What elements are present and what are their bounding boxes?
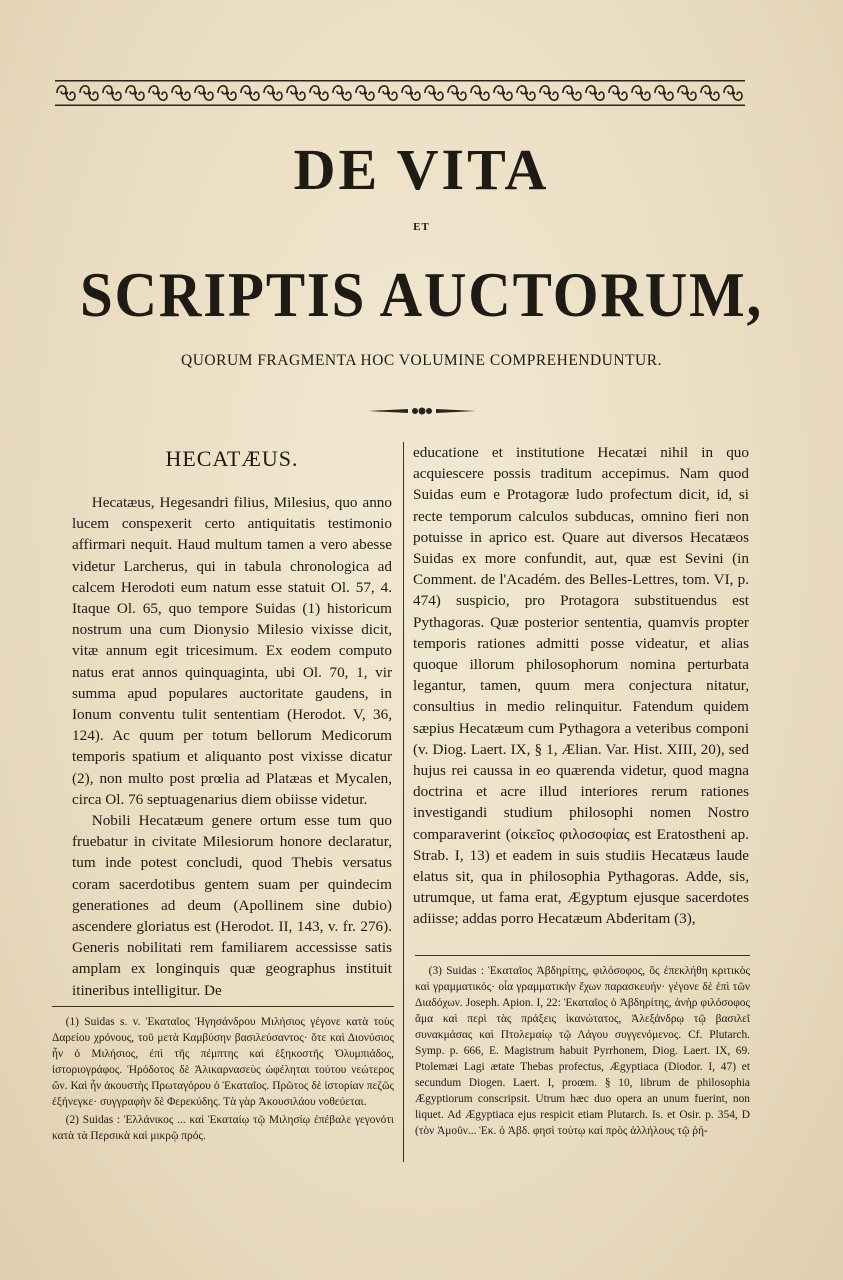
ornament-dot	[663, 91, 666, 94]
ornament-dot	[410, 91, 413, 94]
footnote-rule-right	[415, 955, 750, 956]
ornament-dot	[318, 91, 321, 94]
ornament-dot	[295, 91, 298, 94]
ornament-dot	[571, 91, 574, 94]
ornament-dot	[341, 91, 344, 94]
footnote-1: (1) Suidas s. v. Ἑκαταῖος Ἡγησάνδρου Μιλήσιος γέγονε κατὰ τοὺς Δαρείου χρόνους, τοῦ μετὰ Καμβύσην βασιλεύσαντος· ὅτε καὶ Διονύσιος ἦν ὁ Μιλήσιος, ἐπὶ τῆς πέμπτης καὶ ἑξηκοστῆς Ὀλυμπιάδος, ἱστοριογράφος. Ἡρόδοτος δὲ Ἁλικαρνασεὺς ὠφέληται τούτου νεώτερος ὤν. Καὶ ἦν ἀκουστὴς Πρωταγόρου ὁ Ἑκαταῖος. Πρῶτος δὲ ἱστορίαν πεζῶς ἐξήνεγκε· συγγραφὴν δὲ Φερεκύδης. Τὰ γὰρ Ἀκουσιλάου νοθεύεται.	[52, 1016, 394, 1108]
ornament-dot	[364, 91, 367, 94]
ornament-dot	[203, 91, 206, 94]
ornament-dot	[548, 91, 551, 94]
ornament-dot	[157, 91, 160, 94]
left-paragraph-1: Hecatæus, Hegesandri filius, Milesius, quo anno lucem conspexerit certo antiquitatis testimonio affirmari nequit. Haud multum tamen a vero abesse videtur Larcherus, qui in tabula chronologica ad calcem Herodoti eum natum esse statuit Ol. 57, 4. Itaque Ol. 65, quo tempore Suidas (1) historicum nostrum una cum Dionysio Milesio vixisse dicit, vitæ annum egit tricesimum. Ex eodem computo natus erat annos quinquaginta, ubi Ol. 70, 1, vir summa apud populares auctoritate gaudens, in Ionum conventu tulit sententiam (Herodot. V, 36, 124). Ac quum per totum bellorum Medicorum temporis spatium et aliquanto post vixisse dicatur (2), non multo post prœlia ad Platæas et Mycalen, circa Ol. 76 septuagenarius diem obiisse videtur.	[72, 494, 392, 808]
ornament-dot	[502, 91, 505, 94]
ornament-dot	[732, 91, 735, 94]
ornament-dot	[226, 91, 229, 94]
page-title-line2: SCRIPTIS AUCTORUM,	[79, 259, 764, 330]
footnote-rule-left	[52, 1006, 394, 1007]
right-text-column	[413, 442, 749, 930]
ornament-dot	[433, 91, 436, 94]
ornament-dot	[617, 91, 620, 94]
ornament-dot	[65, 91, 68, 94]
ornament-dot	[594, 91, 597, 94]
ornament-dot	[249, 91, 252, 94]
ornament-dot	[272, 91, 275, 94]
decorative-scroll-band	[55, 78, 745, 108]
title-conjunction: ET	[413, 221, 430, 233]
ornament-dot	[525, 91, 528, 94]
footnote-3: (3) Suidas : Ἑκαταῖος Ἀβδηρίτης, φιλόσοφος, ὃς ἐπεκλήθη κριτικὸς καὶ γραμματικός· οἷα γραμματικὴν ἔχων παρασκευήν· γέγονε δὲ ἐπὶ τῶν Διαδόχων. Joseph. Apion. I, 22: Ἑκαταῖος ὁ Ἀβδηρίτης, ἀνὴρ φιλόσοφος ἅμα καὶ περὶ τὰς πράξεις ἱκανώτατος, Ἀλεξάνδρῳ τῷ βασιλεῖ συνακμάσας καὶ Πτολεμαίῳ τῷ Λάγου συγγενόμενος. Cf. Plutarch. Symp. p. 666, E. Magistrum habuit Pyrrhonem, Diog. Laert. IX, 69. Ptolemæi Lagi ætate Thebas profectus, Ægyptiaca (Diodor. I, 47) et secundum Diogen. Laert. I, proœm. § 10, librum de philosophia Ægyptiorum conscripsit. Utrum hæc duo opera an unum fuerint, non liquet. Ad Ægyptiaca ejus respicit etiam Plutarch. Is. et Osir. p. 354, D (τὸν Ἀμοῦν... Ἑκ. ὁ Ἀβδ. φησὶ τούτῳ καὶ πρὸς ἀλλήλους τῷ ῥή-	[415, 965, 750, 1137]
page-subtitle: QUORUM FRAGMENTA HOC VOLUMINE COMPREHENDUNTUR.	[181, 352, 662, 369]
ornament-dot	[709, 91, 712, 94]
ornament-dot	[111, 91, 114, 94]
ornament-dot	[180, 91, 183, 94]
footnotes-left	[52, 1014, 394, 1146]
section-heading: HECATÆUS.	[165, 446, 299, 471]
left-paragraph-2: Nobili Hecatæum genere ortum esse tum quo fruebatur in civitate Milesiorum honore declaratur, tum inde potest concludi, quod Thebis versatus coram sacerdotibus gentem suam per quindecim generationes ad deum (Apollinem sine dubio) ascendere gloriatus est (Herodot. II, 143, v. fr. 276). Generis nobilitati rem familiarem accessisse satis amplam ex longinquis quæ geographus instituit itineribus intelligitur. De	[72, 812, 392, 999]
ornament-dot	[456, 91, 459, 94]
footnotes-right	[415, 963, 750, 1141]
left-text-column	[72, 492, 392, 1001]
right-paragraph-1: educatione et institutione Hecatæi nihil in quo acquiescere possis traditum accepimus. Nam quod Suidas eum e Protagoræ ludo profectum dicit, id, si recte temporum calculos subducas, omnino fieri non potuisse in aprico est. Quare aut diversos Hecatæos Suidas ex more confundit, aut, quæ est Sevini (in Comment. de l'Académ. des Belles-Lettres, tom. VI, p. 474) suspicio, pro Protagora substituendus est Pythagoras. Quæ posterior sententia, quamvis propter temporis rationes admitti posse videatur, et alias quoque illorum philosophorum nomina perturbata legantur, tamen, quum mera conjectura nitatur, consultius in medio relinquitur. Fatendum quidem sæpius Hecatæum cum Pythagora a veteribus componi (v. Diog. Laert. IX, § 1, Ælian. Var. Hist. XIII, 20), sed hujus rei caussa in eo quærenda videtur, quod magna doctrina et acre illud interiores rerum rationes investigandi studium philosophi nomen Nostro comparaverint (οἰκεῖος φιλοσοφίας est Eratostheni ap. Strab. I, 13) et eadem in suis studiis Hecatæus laude elatus sit, qua in philosophia Pythagoras. Adde, sis, utrumque, ut fama erat, Ægyptum ejusque sacerdotes adiisse; addas porro Hecatæum Abderitam (3),	[413, 444, 749, 928]
decorative-divider-icon	[366, 404, 478, 418]
ornament-dot	[387, 91, 390, 94]
ornament-dot	[134, 91, 137, 94]
column-divider	[403, 442, 404, 1162]
page-title-line1: DE VITA	[293, 137, 550, 202]
footnote-2: (2) Suidas : Ἑλλάνικος ... καὶ Ἑκαταίῳ τῷ Μιλησίῳ ἐπέβαλε γεγονότι κατὰ τὰ Περσικὰ καὶ μικρῷ πρός.	[52, 1114, 394, 1142]
ornament-dot	[686, 91, 689, 94]
ornament-dot	[479, 91, 482, 94]
ornament-dot	[88, 91, 91, 94]
ornament-dot	[640, 91, 643, 94]
